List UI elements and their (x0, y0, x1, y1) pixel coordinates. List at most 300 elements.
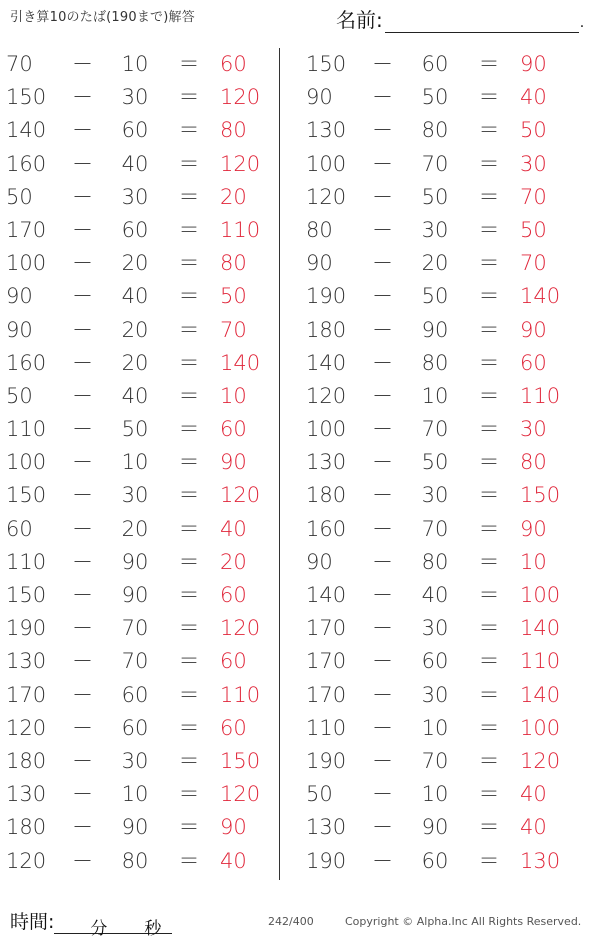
subtrahend: 50 (421, 184, 449, 209)
answer: 110 (520, 383, 561, 408)
subtrahend: 20 (121, 317, 149, 342)
answer: 70 (520, 184, 547, 209)
minus-sign: － (72, 682, 93, 707)
minuend: 160 (6, 350, 47, 375)
subtrahend: 30 (421, 682, 449, 707)
minus-sign: － (372, 848, 393, 873)
minuend: 80 (306, 217, 333, 242)
problem-row (300, 81, 578, 114)
answer: 60 (220, 52, 247, 76)
minus-sign: － (372, 317, 393, 342)
equals-sign: ＝ (178, 284, 200, 309)
answer: 100 (520, 715, 561, 740)
subtrahend: 10 (421, 383, 449, 408)
minuend: 160 (306, 516, 347, 541)
subtrahend: 90 (421, 815, 449, 840)
problem-row (0, 845, 278, 878)
problem-row (0, 745, 278, 778)
column-divider (279, 48, 280, 880)
equals-sign: ＝ (478, 383, 500, 408)
subtrahend: 30 (121, 748, 149, 773)
subtrahend: 30 (121, 85, 149, 110)
answer: 40 (520, 85, 547, 110)
name-label: 名前: (336, 8, 383, 32)
name-blank-line (385, 14, 579, 33)
problem-row (0, 479, 278, 512)
equals-sign: ＝ (178, 151, 200, 176)
equals-sign: ＝ (178, 649, 200, 674)
equals-sign: ＝ (478, 350, 500, 375)
subtrahend: 60 (421, 52, 449, 76)
equals-sign: ＝ (178, 52, 200, 76)
minus-sign: － (72, 549, 93, 574)
minus-sign: － (372, 549, 393, 574)
subtrahend: 30 (121, 483, 149, 508)
answer: 20 (220, 549, 247, 574)
minus-sign: － (372, 217, 393, 242)
equals-sign: ＝ (478, 483, 500, 508)
problem-row (0, 778, 278, 811)
equals-sign: ＝ (178, 383, 200, 408)
subtrahend: 60 (121, 217, 149, 242)
answer: 10 (520, 549, 547, 574)
minus-sign: － (72, 151, 93, 176)
minus-sign: － (72, 782, 93, 807)
answer: 90 (220, 815, 247, 840)
equals-sign: ＝ (178, 483, 200, 508)
equals-sign: ＝ (178, 516, 200, 541)
answer: 70 (220, 317, 247, 342)
equals-sign: ＝ (178, 417, 200, 442)
answer: 110 (520, 649, 561, 674)
equals-sign: ＝ (178, 184, 200, 209)
subtrahend: 60 (421, 848, 449, 873)
equals-sign: ＝ (478, 616, 500, 641)
subtrahend: 30 (121, 184, 149, 209)
minuend: 120 (6, 848, 47, 873)
problem-row (300, 148, 578, 181)
minuend: 170 (6, 682, 47, 707)
minuend: 130 (306, 815, 347, 840)
worksheet-title: 引き算10のたば(190まで)解答 (10, 10, 195, 25)
problem-row (300, 314, 578, 347)
minus-sign: － (372, 815, 393, 840)
answer: 120 (520, 748, 561, 773)
problem-row (0, 546, 278, 579)
minuend: 100 (6, 450, 47, 475)
answer: 10 (220, 383, 247, 408)
subtrahend: 70 (121, 616, 149, 641)
minus-sign: － (72, 516, 93, 541)
equals-sign: ＝ (178, 85, 200, 110)
equals-sign: ＝ (478, 848, 500, 873)
equals-sign: ＝ (178, 616, 200, 641)
seconds-label: 秒 (144, 919, 162, 939)
minuend: 130 (6, 782, 47, 807)
minus-sign: － (372, 383, 393, 408)
subtrahend: 70 (421, 516, 449, 541)
subtrahend: 80 (421, 118, 449, 143)
minutes-label: 分 (90, 919, 108, 939)
minuend: 90 (6, 317, 33, 342)
minus-sign: － (72, 184, 93, 209)
equals-sign: ＝ (478, 682, 500, 707)
subtrahend: 20 (121, 350, 149, 375)
answer: 70 (520, 251, 547, 276)
answer: 40 (220, 848, 247, 873)
answer: 90 (520, 516, 547, 541)
subtrahend: 20 (421, 251, 449, 276)
minuend: 50 (6, 184, 33, 209)
answer: 40 (520, 782, 547, 807)
answer: 60 (220, 583, 247, 607)
minuend: 130 (306, 118, 347, 143)
minuend: 170 (306, 649, 347, 674)
subtrahend: 90 (121, 549, 149, 574)
equals-sign: ＝ (478, 184, 500, 209)
problem-row (300, 612, 578, 645)
minus-sign: － (72, 815, 93, 840)
page-number: 242/400 (268, 915, 314, 928)
equals-sign: ＝ (478, 450, 500, 475)
answer: 120 (220, 483, 261, 508)
minuend: 70 (6, 52, 33, 76)
problem-row (0, 81, 278, 114)
minuend: 50 (6, 383, 33, 408)
subtrahend: 80 (421, 549, 449, 574)
problem-row (0, 645, 278, 678)
problem-row (0, 214, 278, 247)
answer: 30 (520, 151, 547, 176)
copyright-notice: Copyright © Alpha.Inc All Rights Reserved. (345, 915, 582, 928)
minuend: 60 (6, 516, 33, 541)
minus-sign: － (372, 184, 393, 209)
minuend: 140 (306, 583, 347, 607)
minus-sign: － (72, 715, 93, 740)
answer: 30 (520, 417, 547, 442)
problem-row (0, 513, 278, 546)
problem-row (300, 579, 578, 612)
equals-sign: ＝ (178, 583, 200, 607)
subtrahend: 50 (421, 450, 449, 475)
problem-row (300, 446, 578, 479)
minuend: 190 (6, 616, 47, 641)
name-field (336, 4, 584, 33)
problem-row (300, 513, 578, 546)
minus-sign: － (72, 251, 93, 276)
minuend: 180 (6, 815, 47, 840)
answer: 90 (520, 317, 547, 342)
equals-sign: ＝ (178, 118, 200, 143)
minus-sign: － (372, 417, 393, 442)
left-problem-column (0, 48, 278, 878)
subtrahend: 70 (121, 649, 149, 674)
answer: 110 (220, 682, 261, 707)
equals-sign: ＝ (178, 748, 200, 773)
problem-row (0, 612, 278, 645)
minuend: 140 (306, 350, 347, 375)
minus-sign: － (372, 284, 393, 309)
subtrahend: 30 (421, 483, 449, 508)
problem-row (300, 114, 578, 147)
problem-row (0, 811, 278, 844)
problem-row (0, 181, 278, 214)
answer: 50 (220, 284, 247, 309)
answer: 140 (520, 616, 561, 641)
subtrahend: 80 (421, 350, 449, 375)
answer: 110 (220, 217, 261, 242)
subtrahend: 40 (121, 383, 149, 408)
right-problem-column (300, 48, 578, 878)
time-blank-line (54, 913, 172, 939)
minuend: 150 (306, 52, 347, 76)
problem-row (300, 712, 578, 745)
equals-sign: ＝ (478, 317, 500, 342)
minus-sign: － (72, 848, 93, 873)
minuend: 190 (306, 284, 347, 309)
equals-sign: ＝ (478, 715, 500, 740)
minuend: 130 (306, 450, 347, 475)
answer: 150 (520, 483, 561, 508)
answer: 60 (220, 715, 247, 740)
minuend: 120 (306, 383, 347, 408)
minuend: 180 (306, 483, 347, 508)
problem-row (300, 214, 578, 247)
problem-row (0, 712, 278, 745)
subtrahend: 60 (121, 118, 149, 143)
equals-sign: ＝ (478, 583, 500, 607)
equals-sign: ＝ (478, 251, 500, 276)
minus-sign: － (72, 417, 93, 442)
minus-sign: － (372, 583, 393, 607)
minuend: 90 (6, 284, 33, 309)
equals-sign: ＝ (478, 815, 500, 840)
equals-sign: ＝ (178, 782, 200, 807)
answer: 40 (520, 815, 547, 840)
subtrahend: 10 (121, 782, 149, 807)
subtrahend: 90 (121, 583, 149, 607)
answer: 140 (220, 350, 261, 375)
subtrahend: 50 (421, 284, 449, 309)
minuend: 170 (306, 682, 347, 707)
minus-sign: － (72, 52, 93, 76)
minus-sign: － (372, 52, 393, 76)
equals-sign: ＝ (478, 217, 500, 242)
equals-sign: ＝ (478, 118, 500, 143)
equals-sign: ＝ (478, 748, 500, 773)
problem-row (0, 280, 278, 313)
problem-row (0, 148, 278, 181)
minuend: 90 (306, 85, 333, 110)
minuend: 100 (6, 251, 47, 276)
subtrahend: 60 (121, 682, 149, 707)
subtrahend: 40 (421, 583, 449, 607)
subtrahend: 70 (421, 748, 449, 773)
subtrahend: 10 (421, 782, 449, 807)
problem-row (0, 314, 278, 347)
subtrahend: 50 (421, 85, 449, 110)
answer: 20 (220, 184, 247, 209)
subtrahend: 40 (121, 284, 149, 309)
subtrahend: 30 (421, 616, 449, 641)
equals-sign: ＝ (178, 682, 200, 707)
subtrahend: 10 (121, 450, 149, 475)
equals-sign: ＝ (478, 649, 500, 674)
answer: 50 (520, 217, 547, 242)
problem-row (300, 479, 578, 512)
minus-sign: － (372, 782, 393, 807)
problem-row (0, 380, 278, 413)
answer: 90 (220, 450, 247, 475)
subtrahend: 90 (421, 317, 449, 342)
answer: 100 (520, 583, 561, 607)
time-field (10, 907, 172, 939)
minuend: 150 (6, 483, 47, 508)
problem-row (0, 114, 278, 147)
minus-sign: － (72, 383, 93, 408)
equals-sign: ＝ (478, 151, 500, 176)
subtrahend: 30 (421, 217, 449, 242)
minuend: 120 (306, 184, 347, 209)
answer: 60 (520, 350, 547, 375)
minuend: 190 (306, 748, 347, 773)
minus-sign: － (72, 483, 93, 508)
problem-row (300, 247, 578, 280)
subtrahend: 10 (421, 715, 449, 740)
problem-row (300, 811, 578, 844)
answer: 130 (520, 848, 561, 873)
problem-row (300, 745, 578, 778)
minus-sign: － (372, 251, 393, 276)
subtrahend: 70 (421, 417, 449, 442)
problem-row (300, 380, 578, 413)
minuend: 140 (6, 118, 47, 143)
minus-sign: － (72, 317, 93, 342)
problem-row (300, 413, 578, 446)
minuend: 130 (6, 649, 47, 674)
answer: 120 (220, 782, 261, 807)
problem-row (300, 778, 578, 811)
minuend: 190 (306, 848, 347, 873)
minuend: 180 (306, 317, 347, 342)
minuend: 150 (6, 85, 47, 110)
minuend: 150 (6, 583, 47, 607)
minus-sign: － (372, 748, 393, 773)
name-end-dot: . (579, 15, 585, 31)
answer: 120 (220, 616, 261, 641)
answer: 80 (220, 118, 247, 143)
equals-sign: ＝ (478, 549, 500, 574)
minuend: 110 (6, 549, 47, 574)
minuend: 90 (306, 251, 333, 276)
subtrahend: 70 (421, 151, 449, 176)
subtrahend: 40 (121, 151, 149, 176)
minuend: 110 (6, 417, 47, 442)
minuend: 110 (306, 715, 347, 740)
equals-sign: ＝ (178, 450, 200, 475)
problem-row (300, 181, 578, 214)
minus-sign: － (72, 118, 93, 143)
minus-sign: － (372, 151, 393, 176)
subtrahend: 50 (121, 417, 149, 442)
minus-sign: － (72, 85, 93, 110)
minus-sign: － (372, 616, 393, 641)
minuend: 170 (6, 217, 47, 242)
subtrahend: 10 (121, 52, 149, 76)
minuend: 120 (6, 715, 47, 740)
subtrahend: 60 (421, 649, 449, 674)
equals-sign: ＝ (478, 52, 500, 76)
answer: 150 (220, 748, 261, 773)
equals-sign: ＝ (478, 516, 500, 541)
minus-sign: － (72, 616, 93, 641)
equals-sign: ＝ (178, 815, 200, 840)
minus-sign: － (72, 217, 93, 242)
equals-sign: ＝ (178, 848, 200, 873)
subtrahend: 60 (121, 715, 149, 740)
equals-sign: ＝ (478, 417, 500, 442)
answer: 120 (220, 85, 261, 110)
minus-sign: － (372, 682, 393, 707)
subtrahend: 20 (121, 251, 149, 276)
problem-row (300, 845, 578, 878)
problem-row (0, 48, 278, 81)
minus-sign: － (372, 350, 393, 375)
minus-sign: － (372, 450, 393, 475)
answer: 80 (220, 251, 247, 276)
equals-sign: ＝ (178, 549, 200, 574)
answer: 50 (520, 118, 547, 143)
equals-sign: ＝ (178, 317, 200, 342)
minus-sign: － (372, 483, 393, 508)
answer: 120 (220, 151, 261, 176)
problem-row (0, 679, 278, 712)
equals-sign: ＝ (178, 217, 200, 242)
equals-sign: ＝ (478, 284, 500, 309)
problem-row (300, 48, 578, 81)
minuend: 160 (6, 151, 47, 176)
problem-row (300, 679, 578, 712)
answer: 60 (220, 649, 247, 674)
answer: 140 (520, 682, 561, 707)
answer: 140 (520, 284, 561, 309)
equals-sign: ＝ (178, 715, 200, 740)
minuend: 90 (306, 549, 333, 574)
equals-sign: ＝ (178, 350, 200, 375)
problem-row (0, 413, 278, 446)
minus-sign: － (372, 85, 393, 110)
problem-row (300, 645, 578, 678)
minus-sign: － (72, 748, 93, 773)
problem-row (0, 347, 278, 380)
minus-sign: － (72, 350, 93, 375)
problem-row (0, 446, 278, 479)
problem-row (300, 347, 578, 380)
subtrahend: 20 (121, 516, 149, 541)
problem-row (0, 579, 278, 612)
time-label: 時間: (10, 911, 55, 933)
answer: 40 (220, 516, 247, 541)
equals-sign: ＝ (478, 782, 500, 807)
answer: 90 (520, 52, 547, 76)
minuend: 180 (6, 748, 47, 773)
problem-row (0, 247, 278, 280)
equals-sign: ＝ (478, 85, 500, 110)
minus-sign: － (372, 118, 393, 143)
minus-sign: － (372, 516, 393, 541)
subtrahend: 80 (121, 848, 149, 873)
subtrahend: 90 (121, 815, 149, 840)
